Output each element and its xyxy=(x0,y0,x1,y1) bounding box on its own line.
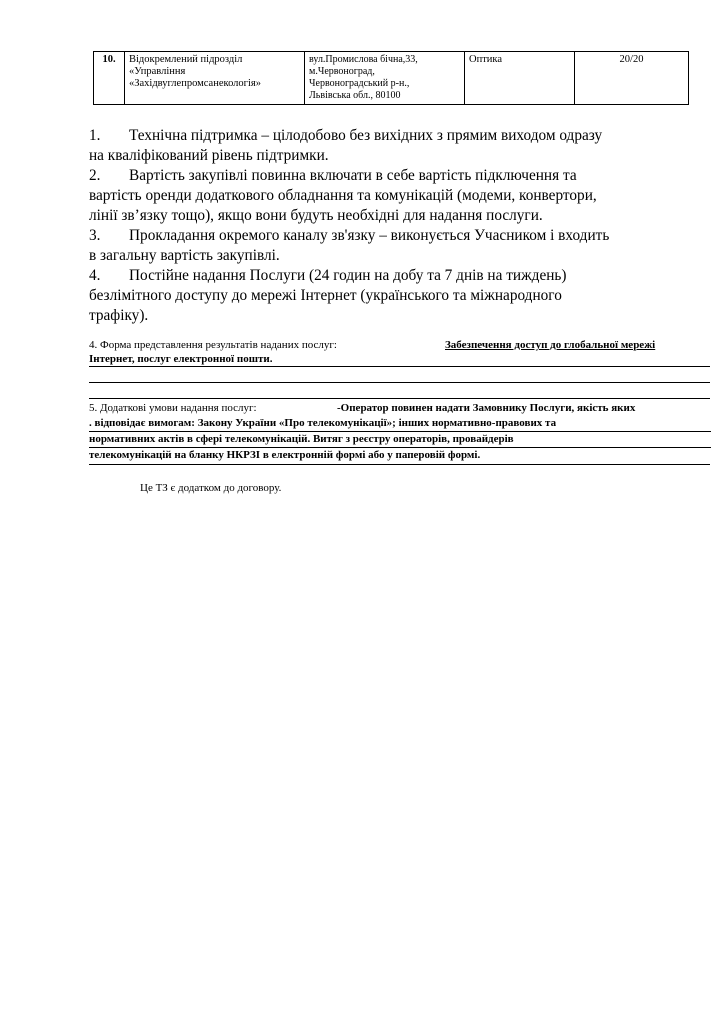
list-item xyxy=(89,166,689,226)
item-text: Прокладання окремого каналу зв'язку – виконується Учасником і входить xyxy=(129,227,610,244)
divider xyxy=(89,382,710,383)
item-text: трафіку). xyxy=(89,307,149,324)
requirements-list xyxy=(89,126,689,326)
item-text: безлімітного доступу до мережі Інтернет (українського та міжнародного xyxy=(89,287,562,304)
item-text: Постійне надання Послуги (24 годин на добу та 7 днів на тиждень) xyxy=(129,267,567,284)
section-5-value-cont: телекомунікацій на бланку НКРЗІ в електронній формі або у паперовій формі. xyxy=(89,449,481,461)
item-number: 3. xyxy=(89,227,101,244)
organization-name xyxy=(125,52,305,105)
item-number: 2. xyxy=(89,167,101,184)
divider xyxy=(89,398,710,399)
organization-name-line: Відокремлений підрозділ xyxy=(129,54,243,65)
footer-note: Це ТЗ є додатком до договору. xyxy=(140,482,282,494)
section-5-value: -Оператор повинен надати Замовнику Послуги, якість яких xyxy=(337,402,636,414)
list-item xyxy=(89,266,689,326)
section-5-value-cont: нормативних актів в сфері телекомунікацій. Витяг з реєстру операторів, провайдерів xyxy=(89,432,711,448)
service-type: Оптика xyxy=(465,52,575,105)
item-number: 4. xyxy=(89,267,101,284)
address-line: м.Червоноград, xyxy=(309,66,375,77)
address-line: Львівська обл., 80100 xyxy=(309,90,401,101)
section-5-value-cont: . відповідає вимогам: Закону України «Про телекомунікації»; інших нормативно-правових та xyxy=(89,416,711,432)
quantity: 20/20 xyxy=(575,52,689,105)
table-row xyxy=(94,52,689,105)
item-text: Технічна підтримка – цілодобово без вихідних з прямим виходом одразу xyxy=(129,127,603,144)
organization-address xyxy=(305,52,465,105)
item-text: в загальну вартість закупівлі. xyxy=(89,247,280,264)
section-5-label: 5. Додаткові умови надання послуг: xyxy=(89,402,257,414)
section-4-result-form xyxy=(89,338,709,366)
section-4-value: Забезпечення доступ до глобальної мережі xyxy=(445,339,656,351)
section-5-additional-terms xyxy=(89,401,711,463)
divider xyxy=(89,366,710,367)
services-table xyxy=(93,51,689,105)
section-4-value-cont: Інтернет, послуг електронної пошти. xyxy=(89,353,273,365)
row-number: 10. xyxy=(94,52,125,105)
item-text: на кваліфікований рівень підтримки. xyxy=(89,147,329,164)
item-text: вартість оренди додаткового обладнання та комунікацій (модеми, конвертори, xyxy=(89,187,597,204)
section-4-label: 4. Форма представлення результатів наданих послуг: xyxy=(89,339,337,351)
organization-name-line: «Управління xyxy=(129,66,186,77)
list-item xyxy=(89,226,689,266)
item-text: лінії зв’язку тощо), якщо вони будуть необхідні для надання послуги. xyxy=(89,207,543,224)
item-number: 1. xyxy=(89,127,101,144)
divider xyxy=(89,464,710,465)
address-line: вул.Промислова бічна,33, xyxy=(309,54,418,65)
address-line: Червоноградський р-н., xyxy=(309,78,410,89)
item-text: Вартість закупівлі повинна включати в себе вартість підключення та xyxy=(129,167,577,184)
organization-name-line: «Західвуглепромсанекологія» xyxy=(129,78,261,89)
list-item xyxy=(89,126,689,166)
